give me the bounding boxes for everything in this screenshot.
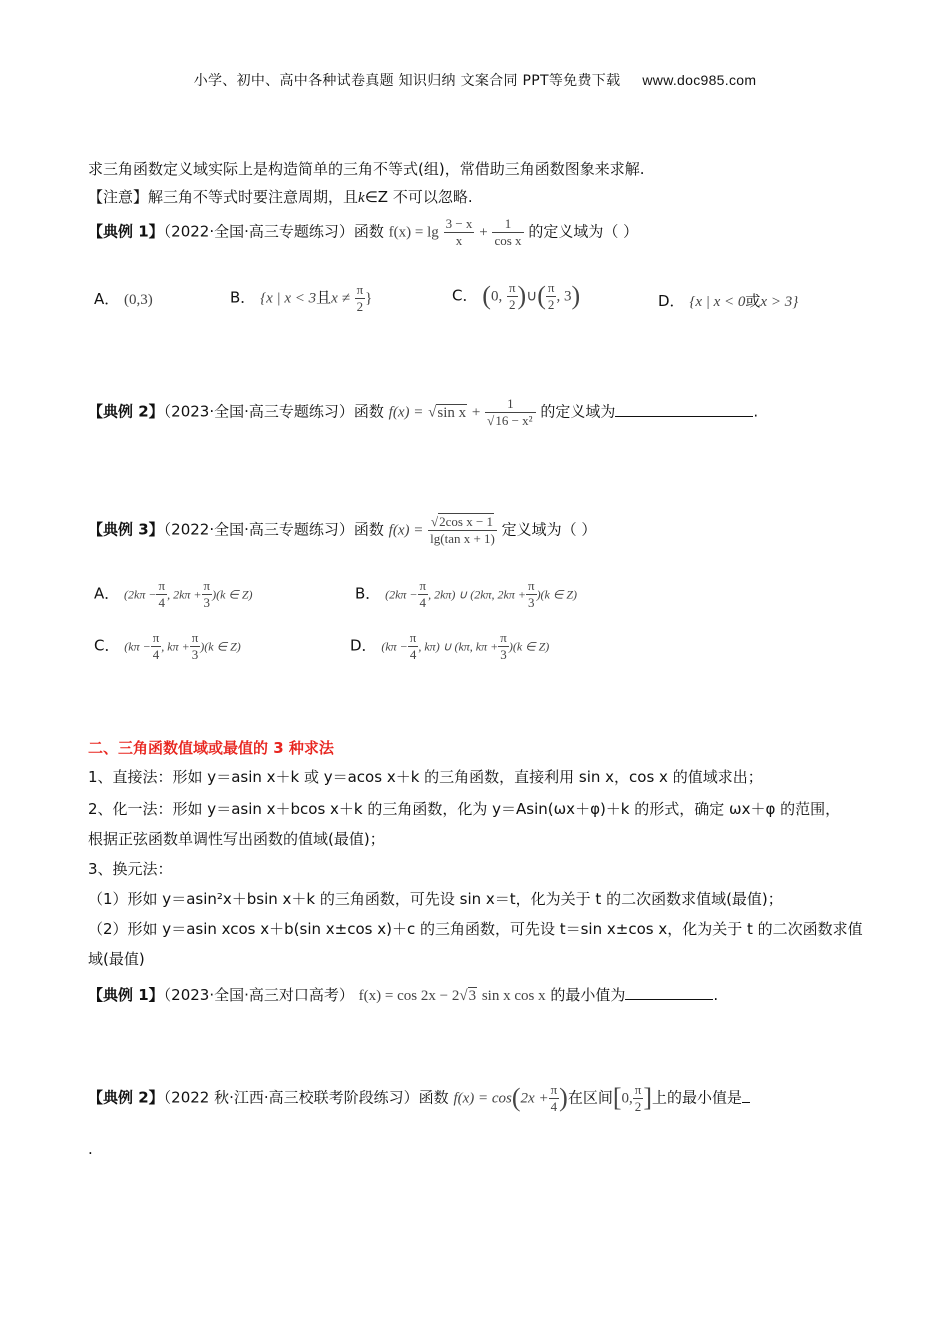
- option-letter: B．: [230, 288, 256, 307]
- example-label: 【典例 1】: [88, 222, 164, 241]
- option-letter: B．: [355, 584, 381, 603]
- plus-sign: +: [471, 404, 481, 421]
- union-sign: ∪: [526, 288, 538, 305]
- example-5: 【典例 2】（2022 秋·江西·高三校联考阶段练习）函数 f(x) = cos(2x + $\frac{\pi}{4}$ )在区间[0, $\frac{\pi}{2}$ ]上的最小值是: [88, 1082, 750, 1114]
- answer-blank[interactable]: [742, 1088, 750, 1103]
- option-d[interactable]: [658, 290, 798, 311]
- fraction: $\frac{\pi}{4}$: [419, 578, 427, 610]
- example-source: （2023·全国·高三对口高考）: [163, 986, 354, 1004]
- option-d[interactable]: [350, 630, 549, 662]
- interval-label: 在区间: [567, 1088, 613, 1107]
- method-1: 1、直接法：形如 y＝asin x＋k 或 y＝acos x＋k 的三角函数，直接利用 sin x，cos x 的值域求出；: [88, 768, 763, 786]
- method-2-line-1: 2、化一法：形如 y＝asin x＋bcos x＋k 的三角函数，化为 y＝Asin(ωx＋φ)＋k 的形式，确定 ωx＋φ 的范围，: [88, 800, 841, 818]
- period: .: [713, 986, 719, 1004]
- plus-sign: +: [479, 224, 488, 241]
- formula-rest: sin x cos x: [481, 988, 546, 1004]
- answer-blank[interactable]: [615, 402, 753, 417]
- formula-fx: f(x) =: [388, 404, 424, 421]
- option-text: , kπ +: [161, 639, 190, 654]
- example-source: （2022·全国·高三专题练习）函数: [163, 520, 384, 539]
- formula-fx: f(x) = cos: [453, 1090, 512, 1107]
- example-suffix: 的最小值为: [550, 986, 626, 1004]
- note-line: [88, 186, 473, 207]
- option-text: , 3: [556, 288, 572, 305]
- fraction: $\frac{3 - x}{x}$: [445, 216, 473, 248]
- option-text: )(k ∈ Z): [508, 639, 550, 654]
- period: .: [753, 402, 759, 421]
- example-label: 【典例 3】: [88, 520, 164, 539]
- option-text: (2kπ −: [124, 587, 157, 602]
- example-4: 【典例 1】（2023·全国·高三对口高考） f(x) = cos 2x − 2√3 sin x cos x 的最小值为 .: [88, 986, 719, 1004]
- option-text: {x | x < 3: [260, 290, 317, 307]
- example-source: （2022 秋·江西·高三校联考阶段练习）函数: [163, 1088, 449, 1107]
- option-text: )(k ∈ Z): [212, 587, 253, 602]
- option-text: x > 3}: [760, 294, 799, 310]
- method-3a: （1）形如 y＝asin²x＋bsin x＋k 的三角函数，可先设 sin x＝t，化为关于 t 的二次函数求值域(最值)；: [88, 890, 783, 908]
- example-label: 【典例 2】: [88, 1088, 164, 1107]
- fraction: $\frac{\pi}{3}$: [203, 578, 211, 610]
- header-title: 小学、初中、高中各种试卷真题 知识归纳 文案合同 PPT等免费下载: [193, 73, 621, 89]
- interval-start: 0,: [621, 1090, 633, 1107]
- answer-blank[interactable]: [625, 985, 713, 1000]
- option-text: (0,3): [124, 292, 153, 308]
- section-heading: 二、三角函数值域或最值的 3 种求法: [88, 739, 334, 757]
- fraction: $\frac{\pi}{4}$: [550, 1082, 558, 1114]
- example-label: 【典例 1】: [88, 986, 164, 1004]
- fraction: $\frac{\pi}{4}$: [152, 630, 160, 662]
- option-c[interactable]: [94, 630, 241, 662]
- fraction: $\frac{\pi}{2}$: [508, 280, 516, 312]
- option-text: }: [365, 290, 373, 307]
- fraction: $\frac{\pi}{2}$: [356, 282, 364, 314]
- method-3b-line-2: 域(最值): [88, 950, 145, 968]
- option-letter: C．: [452, 286, 478, 305]
- option-b[interactable]: [230, 282, 372, 314]
- sqrt-term: 3: [468, 988, 477, 1004]
- formula-fx: f(x) = cos 2x − 2: [358, 988, 460, 1004]
- option-text: (kπ −: [124, 639, 151, 654]
- note-var: k: [358, 190, 365, 206]
- option-text: , 2kπ) ∪ (2kπ, 2kπ +: [428, 587, 526, 602]
- option-letter: A．: [94, 584, 120, 603]
- example-2: 【典例 2】（2023·全国·高三专题练习）函数 f(x) = √sin x + $\frac{1}{\text{√16 − x²}}$ 的定义域为 .: [88, 396, 759, 428]
- fraction: $\frac{1}{\text{cos x}}$: [494, 216, 522, 248]
- method-3b-line-1: （2）形如 y＝asin xcos x＋b(sin x±cos x)＋c 的三角函数，可先设 t＝sin x±cos x，化为关于 t 的二次函数求值: [88, 920, 863, 938]
- option-c[interactable]: C． (0, $\frac{\pi}{2}$ )∪( $\frac{\pi}{2}$ , 3): [452, 280, 581, 312]
- intro-line: 求三角函数定义域实际上是构造简单的三角不等式(组)，常借助三角函数图象来求解.: [88, 160, 645, 178]
- fraction: $\frac{\pi}{2}$: [634, 1082, 642, 1114]
- fraction: $\frac{\pi}{4}$: [409, 630, 417, 662]
- option-a[interactable]: [94, 578, 253, 610]
- header-url[interactable]: www.doc985.com: [642, 72, 757, 88]
- formula-fx: f(x) = lg: [388, 224, 439, 241]
- option-text: )(k ∈ Z): [200, 639, 241, 654]
- method-3: 3、换元法：: [88, 860, 173, 878]
- example-label: 【典例 2】: [88, 402, 164, 421]
- page-header: [0, 70, 950, 90]
- option-text: 或: [745, 292, 761, 310]
- option-text: x ≠: [331, 290, 350, 307]
- fraction: $\frac{\pi}{3}$: [527, 578, 535, 610]
- sqrt-term: sin x: [437, 404, 467, 421]
- fraction: $\frac{\text{√2cos x − 1}}{\text{lg(tan x + 1)}}$: [430, 514, 495, 546]
- option-text: )(k ∈ Z): [536, 587, 578, 602]
- option-letter: A．: [94, 290, 120, 308]
- fraction: $\frac{\pi}{3}$: [191, 630, 199, 662]
- example-source: （2022·全国·高三专题练习）函数: [163, 222, 384, 241]
- example-suffix: 上的最小值是: [652, 1088, 743, 1107]
- example-source: （2023·全国·高三专题练习）函数: [163, 402, 384, 421]
- option-letter: D．: [350, 636, 377, 655]
- option-text: , 2kπ +: [167, 587, 202, 602]
- fraction: $\frac{1}{\text{√16 − x²}}$: [485, 396, 535, 428]
- example-suffix: 定义域为（ ）: [501, 520, 597, 539]
- example-1: [88, 216, 638, 248]
- option-letter: D．: [658, 292, 685, 310]
- fraction: $\frac{\pi}{2}$: [547, 280, 555, 312]
- option-a[interactable]: [94, 288, 153, 309]
- trailing-period: .: [88, 1140, 93, 1158]
- method-2-line-2: 根据正弦函数单调性写出函数的值域(最值)；: [88, 830, 385, 848]
- fraction: $\frac{\pi}{3}$: [500, 630, 507, 662]
- fraction: $\frac{\pi}{4}$: [158, 578, 166, 610]
- note-text-b: ∈Z 不可以忽略.: [364, 188, 473, 206]
- option-text: (kπ −: [381, 639, 408, 654]
- example-suffix: 的定义域为（ ）: [528, 222, 639, 241]
- option-b[interactable]: [355, 578, 577, 610]
- formula-fx: f(x) =: [388, 522, 424, 539]
- option-text: 且: [316, 288, 332, 307]
- option-text: 0,: [490, 288, 503, 305]
- note-label: 【注意】: [88, 188, 149, 206]
- example-suffix: 的定义域为: [540, 402, 616, 421]
- formula-inner: 2x +: [520, 1090, 549, 1107]
- option-text: (2kπ −: [385, 587, 418, 602]
- note-text-a: 解三角不等式时要注意周期，且: [148, 188, 359, 206]
- option-letter: C．: [94, 636, 120, 655]
- option-text: , kπ) ∪ (kπ, kπ +: [418, 639, 499, 654]
- option-text: {x | x < 0: [689, 294, 746, 310]
- example-3: [88, 514, 596, 546]
